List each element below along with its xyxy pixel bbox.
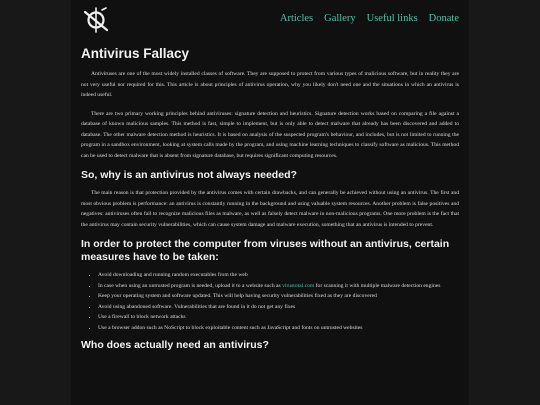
list-item: • Avoid downloading and running random executables from the web	[98, 270, 459, 281]
page-title: Antivirus Fallacy	[81, 46, 190, 61]
nav-donate[interactable]: Donate	[428, 13, 459, 24]
nav-gallery[interactable]: Gallery	[324, 13, 356, 24]
section-heading-measures: In order to protect the computer from viruses without an antivirus, certain measures have to be taken:	[81, 238, 450, 263]
section-heading-who: Who does actually need an antivirus?	[81, 339, 269, 351]
list-item: • Avoid using abandoned software. Vulnerabilities that are found in it do not get any fixes	[98, 302, 459, 313]
intro-paragraph-1: Antiviruses are one of the most widely installed classes of software. They are supposed to protect from various types of malicious software, but in reality they are not very useful nor required for this. This article is about principles of antivirus operation, why you likely don't need one and the situations in which an antivirus is indeed useful.	[81, 71, 459, 98]
list-item: • Use a browser addon such as NoScript to block exploitable content such as JavaScript and fonts on untrusted websites	[98, 323, 459, 334]
intro-paragraph-2: There are two primary working principles behind antiviruses: signature detection and heuristics. Signature detection works based on comparing a file against a database of known malicious samples. This method is fast, simple to implement, but is only able to detect malware that already has been discovered and added to database. The other malware detection method is heuristics. It is based on analysis of the suspected program's behaviour, and includes, but is not limited to running the program in a sandbox environment, looking at system calls made by the program, and using machine learning techniques to classify software as malicious. This method can be used to detect malware that is absent from signature database, but requires significant computing resources.	[81, 110, 459, 159]
list-item-text: In case when using an untrusted program is needed, upload it to a website such as	[98, 282, 283, 289]
list-item	[98, 281, 459, 292]
virustotal-link[interactable]: virustotal.com	[282, 282, 315, 289]
article	[71, 46, 469, 352]
nav-articles[interactable]: Articles	[279, 13, 314, 24]
measures-list	[81, 270, 459, 333]
site-logo-icon[interactable]	[82, 6, 110, 34]
site-header	[71, 0, 469, 40]
main-nav	[280, 13, 459, 24]
section-heading-why: So, why is an antivirus not always needed?	[81, 169, 297, 181]
list-item: • Keep your operating system and software updated. This will help having security vulnerabilities fixed as they are discovered	[98, 291, 459, 302]
list-item-text: for scanning it with multiple malware detection engines	[314, 282, 441, 289]
section-paragraph-why: The main reason is that protection provided by the antivirus comes with certain drawbacks, and can generally be achieved without using an antivirus. The first and most obvious problem is performance: an antivirus is constantly running in the background and using valuable system resources. Another problem is false positives and negatives: antiviruses often fail to recognize malicious files as malware, as well as falsely detect malware in non-malicious programs. One more problem is the fact that the antivirus may contain security vulnerabilities, which can cause system damage and malware execution, something that an antivirus is intended to prevent.	[81, 190, 459, 228]
content-frame	[71, 0, 469, 405]
list-item: • Use a firewall to block network attacks	[98, 312, 459, 323]
nav-useful-links[interactable]: Useful links	[366, 13, 418, 24]
